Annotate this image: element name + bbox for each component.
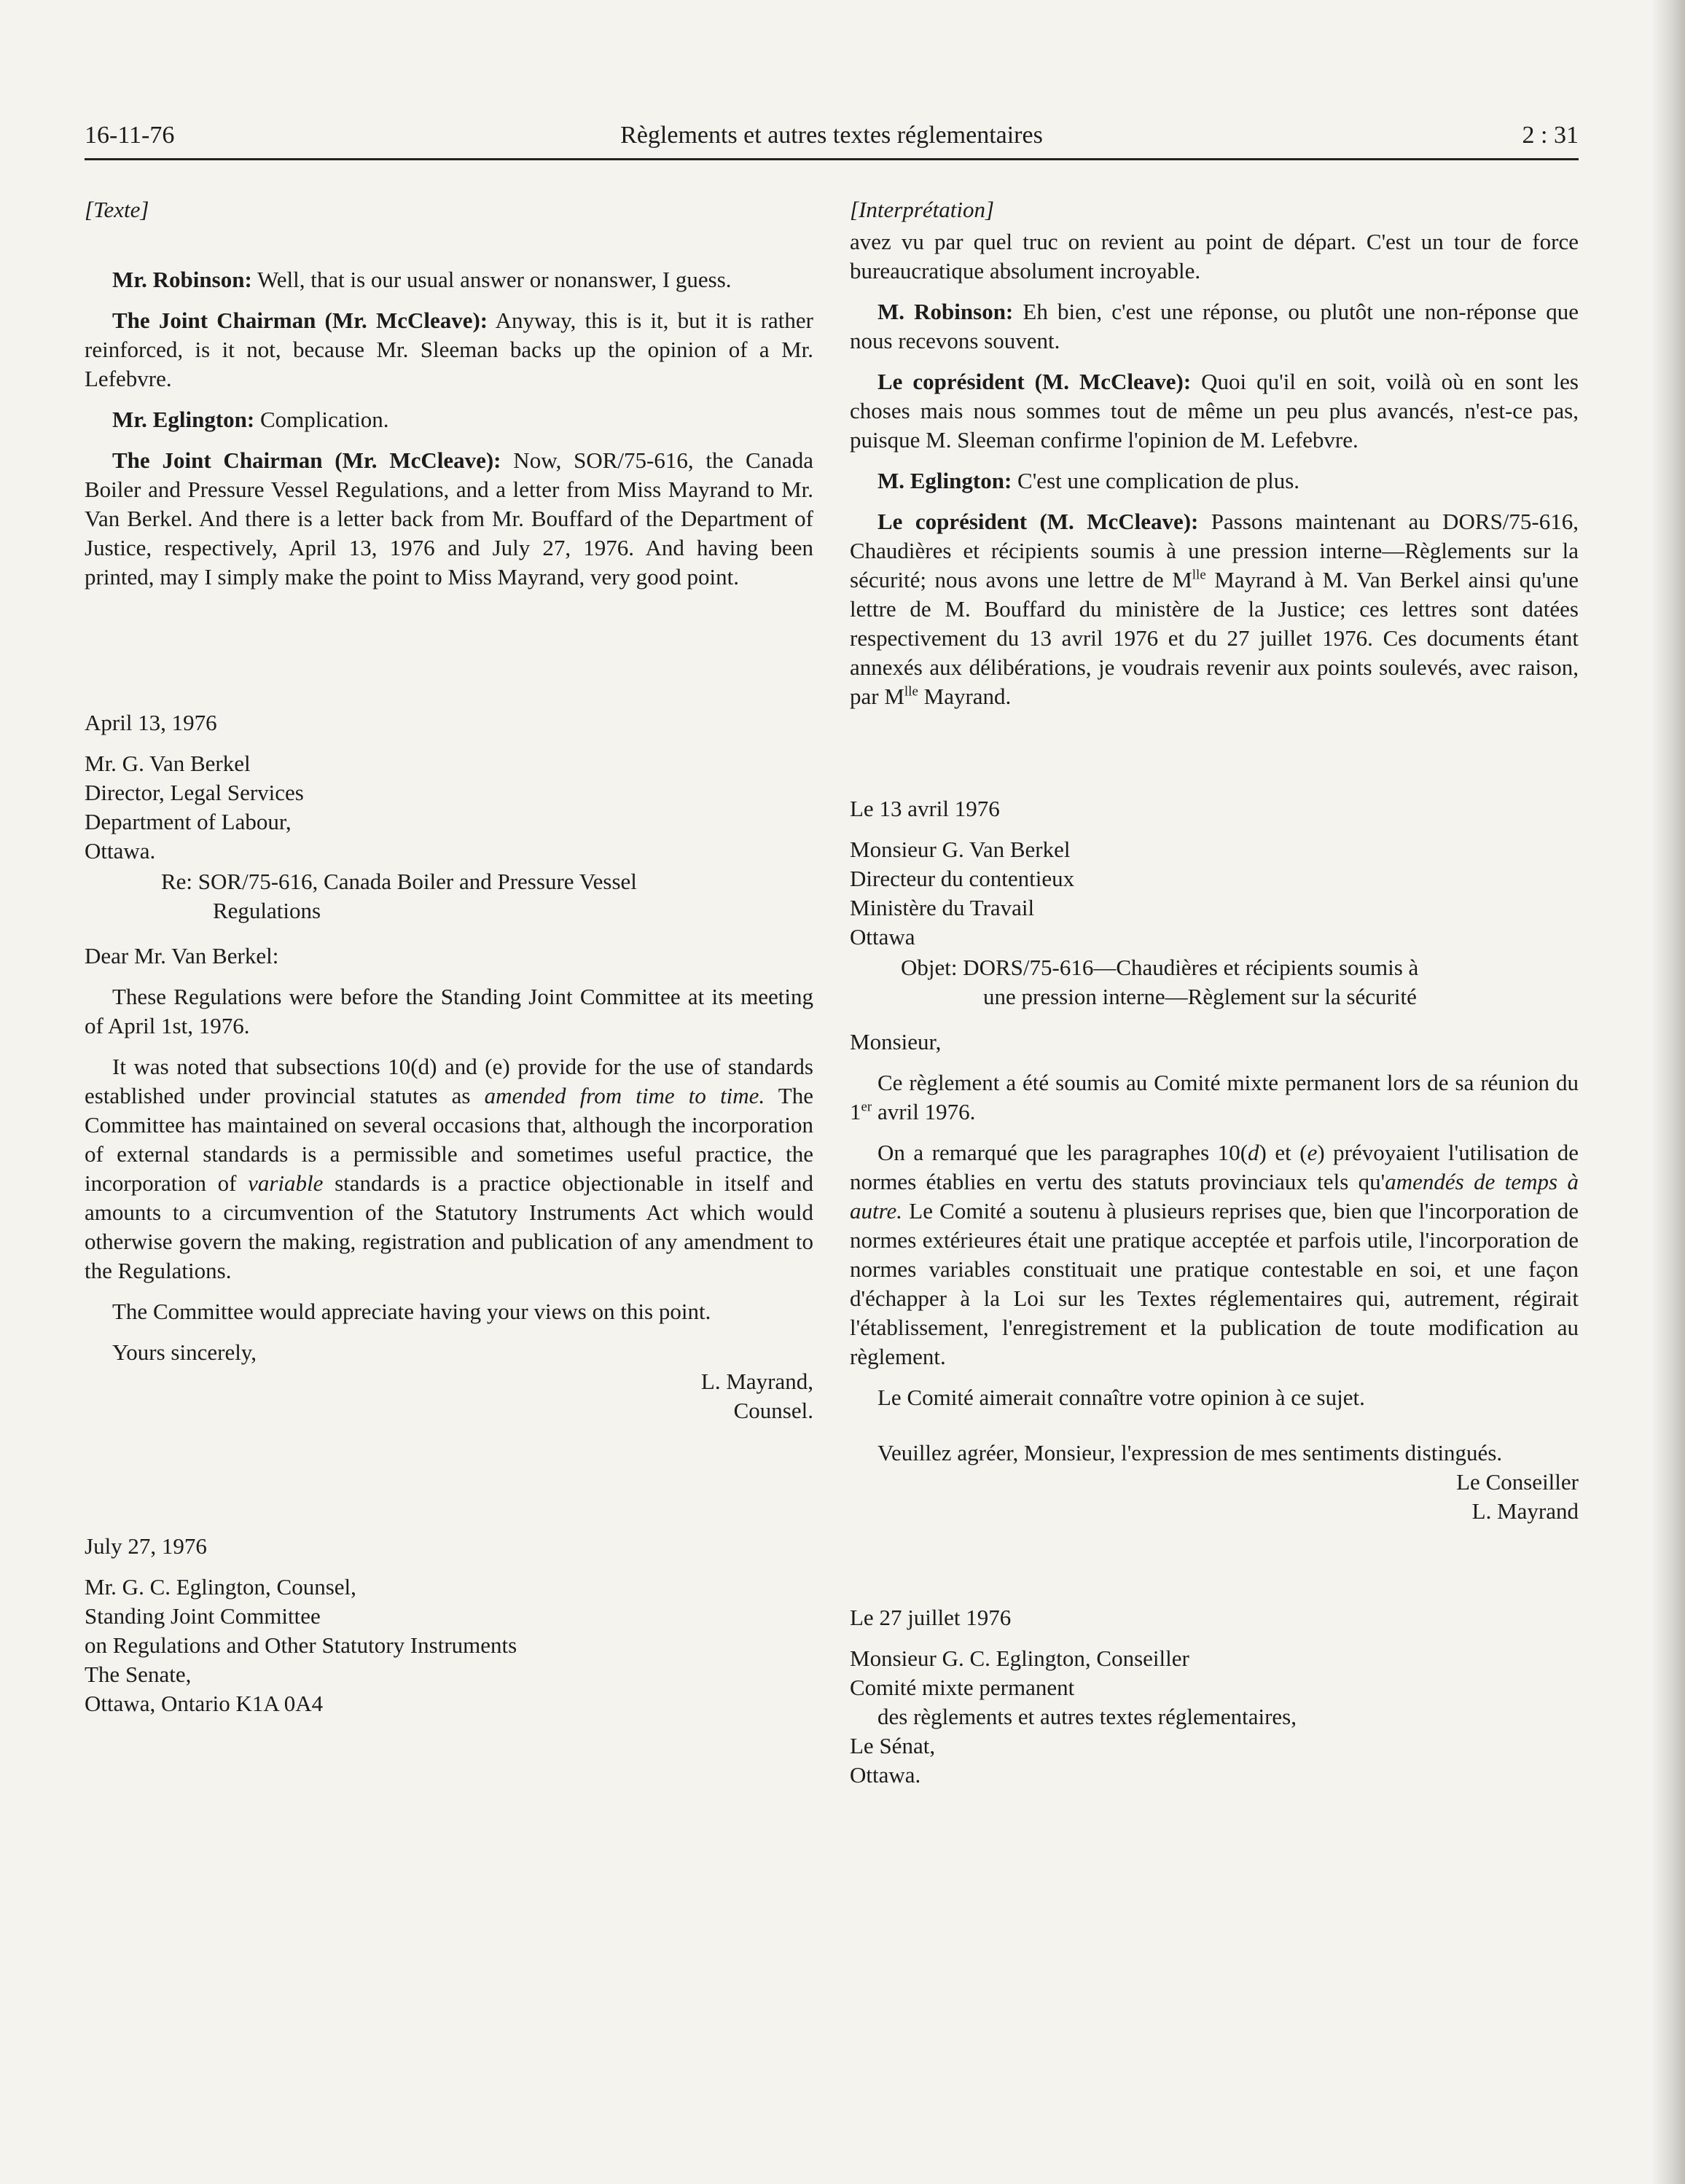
speech-joint-chairman-1 bbox=[85, 306, 813, 394]
text-run: C'est une complication de plus. bbox=[1012, 468, 1300, 493]
text-run: standards is a practice objectionable in itself and amounts to a circumvention of the Statutory Instruments Act which would otherwise govern the making, registration and publication of any amendment to the Regulations. bbox=[85, 1170, 813, 1283]
speech-robinson-fr bbox=[850, 297, 1579, 356]
section-label-interpretation: [Interprétation] bbox=[850, 197, 995, 222]
letter1-paragraph-1-fr bbox=[850, 1068, 1579, 1127]
header-date: 16-11-76 bbox=[85, 122, 175, 149]
header-page-number: 2 : 31 bbox=[1522, 122, 1579, 149]
text-run: Directeur du contentieux bbox=[850, 866, 1075, 891]
letter1-paragraph-2 bbox=[85, 1052, 813, 1285]
text-run: avril 1976. bbox=[872, 1099, 976, 1124]
text-run: The Senate, bbox=[85, 1662, 192, 1687]
text-run: Mr. G. Van Berkel bbox=[85, 751, 251, 776]
text-run: e bbox=[1307, 1140, 1318, 1165]
text-run: er bbox=[861, 1099, 872, 1115]
letter2-address-fr bbox=[850, 1644, 1579, 1790]
text-run: Well, that is our usual answer or nonanswer, I guess. bbox=[251, 267, 732, 292]
text-run: Ce règlement a été soumis au Comité mixte permanent lors de sa réunion du 1 bbox=[850, 1070, 1579, 1124]
text-run: Interprétation bbox=[859, 197, 985, 222]
letter1-closing-fr: Veuillez agréer, Monsieur, l'expression de mes sentiments distingués. bbox=[877, 1440, 1503, 1465]
letter1-salutation-fr: Monsieur, bbox=[850, 1029, 942, 1054]
letter1-subject-fr bbox=[850, 953, 1579, 1011]
letter2-date: July 27, 1976 bbox=[85, 1533, 207, 1559]
text-run: (Mr. McCleave): bbox=[316, 308, 488, 333]
text-run: (M. McCleave): bbox=[1027, 509, 1199, 534]
text-run: Passons maintenant au DORS/75-616, Chaudières et récipients soumis à une pression interne—Règlements sur la sécurité; nous avons une lettre de M bbox=[850, 509, 1579, 592]
letter1-closing: Yours sincerely, bbox=[112, 1339, 257, 1365]
text-run: M. Eglington: bbox=[877, 468, 1012, 493]
text-run: Monsieur G. C. Eglington, Conseiller bbox=[850, 1645, 1189, 1671]
text-run: d bbox=[1248, 1140, 1259, 1165]
text-run: Department of Labour, bbox=[85, 809, 292, 834]
text-run: Ministère du Travail bbox=[850, 895, 1035, 920]
text-run: Standing Joint Committee bbox=[85, 1603, 321, 1629]
text-run: amended from time to time. bbox=[484, 1083, 765, 1108]
french-column bbox=[850, 195, 1579, 1801]
text-run: Le coprésident bbox=[877, 509, 1028, 534]
letter1-paragraph-1: These Regulations were before the Standing Joint Committee at its meeting of April 1st, 1976. bbox=[85, 984, 813, 1038]
text-run: lle bbox=[904, 684, 918, 700]
text-run: Ottawa. bbox=[850, 1762, 921, 1788]
letter1-subject bbox=[85, 867, 813, 925]
text-run: ) et ( bbox=[1259, 1140, 1307, 1165]
text-run: Quoi qu'il en soit, voilà où en sont les choses mais nous sommes tout de même un peu plus avancés, n'est-ce pas, puisque M. Sleeman confirme l'opinion de M. Lefebvre. bbox=[850, 369, 1579, 453]
english-column bbox=[85, 195, 813, 1730]
speech-joint-chairman-2 bbox=[85, 446, 813, 592]
text-run: Ottawa. bbox=[85, 838, 156, 864]
text-run: Complication. bbox=[254, 407, 389, 432]
running-header bbox=[85, 120, 1579, 160]
text-run: Eh bien, c'est une réponse, ou plutôt une non-réponse que nous recevons souvent. bbox=[850, 299, 1579, 353]
text-run: variable bbox=[248, 1170, 324, 1196]
text-run: des règlements et autres textes réglementaires, bbox=[877, 1704, 1297, 1729]
text-run: Le coprésident bbox=[877, 369, 1025, 394]
letter1-paragraph-3-fr: Le Comité aimerait connaître votre opinion à ce sujet. bbox=[877, 1385, 1365, 1410]
text-run: ) prévoyaient l'utilisation de normes établies en vertu des statuts provinciaux tels qu' bbox=[850, 1140, 1579, 1194]
letter1-date: April 13, 1976 bbox=[85, 710, 217, 735]
speech-eglington bbox=[85, 405, 813, 434]
speech-continuation: avez vu par quel truc on revient au point de départ. C'est un tour de force bureaucratique absolument incroyable. bbox=[850, 229, 1579, 283]
letter1-address-fr bbox=[850, 835, 1579, 952]
header-title: Règlements et autres textes réglementaires bbox=[620, 122, 1043, 149]
text-run: (M. McCleave): bbox=[1024, 369, 1192, 394]
text-run: Le Conseiller bbox=[1456, 1469, 1579, 1495]
text-run: lle bbox=[1192, 567, 1206, 583]
letter1-date-fr: Le 13 avril 1976 bbox=[850, 796, 1000, 821]
text-run: Ottawa bbox=[850, 924, 915, 950]
text-run: Ottawa, Ontario K1A 0A4 bbox=[85, 1691, 324, 1716]
section-label-texte: [Texte] bbox=[85, 197, 149, 222]
text-run: Mayrand à M. Van Berkel ainsi qu'une lettre de M. Bouffard du ministère de la Justice; ces lettres sont datées respectivement du 13 avril 1976 et du 27 juillet 1976. Ces documents étant annexés aux délibérations, je voudrais revenir aux points soulevés, avec raison, par M bbox=[850, 567, 1579, 709]
page-edge-shadow bbox=[1651, 0, 1685, 2184]
letter1-paragraph-3: The Committee would appreciate having your views on this point. bbox=[112, 1299, 711, 1324]
speech-robinson bbox=[85, 265, 813, 294]
letter2-date-fr: Le 27 juillet 1976 bbox=[850, 1605, 1012, 1630]
text-run: Mr. Eglington: bbox=[112, 407, 255, 432]
speech-copresident-2 bbox=[850, 507, 1579, 711]
text-run: Mr. Robinson: bbox=[112, 267, 252, 292]
text-run: Mayrand. bbox=[918, 684, 1012, 709]
text-run: Mr. G. C. Eglington, Counsel, bbox=[85, 1574, 356, 1600]
text-run: M. Robinson: bbox=[877, 299, 1014, 324]
text-run: Anyway, this is it, but it is rather reinforced, is it not, because Mr. Sleeman backs up the opinion of a Mr. Lefebvre. bbox=[85, 308, 813, 391]
text-run: Director, Legal Services bbox=[85, 780, 304, 805]
text-run: Le Sénat, bbox=[850, 1733, 936, 1758]
text-run: It was noted that subsections 10(d) and (e) provide for the use of standards established under provincial statutes as bbox=[85, 1054, 813, 1108]
letter2-address bbox=[85, 1573, 813, 1718]
text-run: Comité mixte permanent bbox=[850, 1675, 1075, 1700]
text-run: Objet: DORS/75-616—Chaudières et récipients soumis à bbox=[901, 955, 1419, 980]
text-run: Regulations bbox=[213, 898, 321, 923]
text-run: (Mr. McCleave): bbox=[322, 447, 501, 473]
letter1-signature-fr bbox=[850, 1468, 1579, 1526]
text-run: amendés de temps à autre. bbox=[850, 1169, 1579, 1224]
text-run: The Joint Chairman bbox=[112, 308, 316, 333]
text-run: une pression interne—Règlement sur la sécurité bbox=[983, 984, 1417, 1009]
text-run: Le Comité a soutenu à plusieurs reprises que, bien que l'incorporation de normes extérieures était une pratique acceptée et parfois utile, l'incorporation de normes variables constituait une pratique contestable en soi, et une façon d'échapper à la Loi sur les Textes réglementaires qui, autrement, régirait l'établissement, l'enregistrement et la publication de toute modification au règlement. bbox=[850, 1198, 1579, 1369]
letter1-salutation: Dear Mr. Van Berkel: bbox=[85, 943, 279, 968]
text-run: L. Mayrand, bbox=[700, 1369, 813, 1394]
text-run: The Committee has maintained on several occasions that, although the incorporation of external standards is a permissible and sometimes useful practice, the incorporation of bbox=[85, 1083, 813, 1196]
letter1-paragraph-2-fr bbox=[850, 1138, 1579, 1371]
speech-eglington-fr bbox=[850, 466, 1579, 496]
text-run: Monsieur G. Van Berkel bbox=[850, 837, 1071, 862]
speech-copresident-1 bbox=[850, 367, 1579, 455]
text-run: On a remarqué que les paragraphes 10( bbox=[877, 1140, 1248, 1165]
text-run: Re: SOR/75-616, Canada Boiler and Pressure Vessel bbox=[161, 869, 637, 894]
letter1-signature bbox=[85, 1367, 813, 1425]
text-run: on Regulations and Other Statutory Instruments bbox=[85, 1632, 517, 1658]
text-run: Counsel. bbox=[733, 1398, 813, 1423]
text-run: L. Mayrand bbox=[1471, 1498, 1579, 1524]
text-run: Now, SOR/75-616, the Canada Boiler and Pressure Vessel Regulations, and a letter from Miss Mayrand to Mr. Van Berkel. And there is a letter back from Mr. Bouffard of the Department of Justice, respectively, April 13, 1976 and July 27, 1976. And having been printed, may I simply make the point to Miss Mayrand, very good point. bbox=[85, 447, 813, 590]
letter1-address bbox=[85, 749, 813, 866]
text-run: The Joint Chairman bbox=[112, 447, 323, 473]
